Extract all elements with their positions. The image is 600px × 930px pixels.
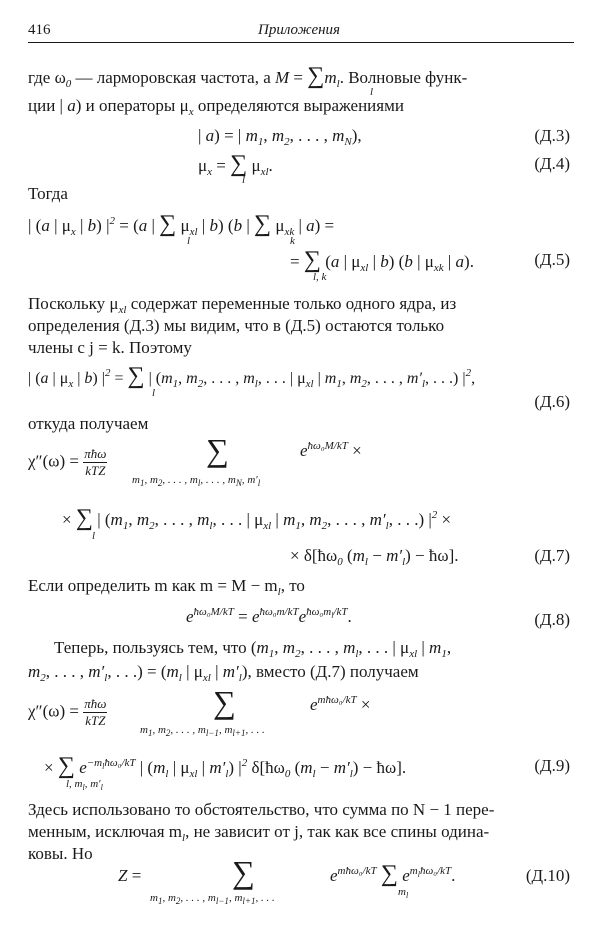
equation-number-d8: (Д.8) bbox=[534, 610, 570, 629]
equation-d9-line1: χ″(ω) = $\frac{\text{πħω}}{\text{kTZ}}$ bbox=[28, 696, 107, 728]
text-togda: Тогда bbox=[28, 184, 68, 203]
equation-number-d7: (Д.7) bbox=[534, 546, 570, 565]
equation-d7-line1: χ″(ω) = $\frac{\text{πħω}}{\text{kTZ}}$ bbox=[28, 446, 107, 478]
equation-d8: $e^{ħ\omega_0M/kT} = e^{ħ\omega_0m/kT}e^{ħ\omega_0m_l/kT}$. bbox=[186, 606, 352, 626]
equation-d6: | (a | $\mu_x$ | b) $|^2$ = ∑ | ($m_1$, $m_2$, . . . , $m_l$, . . . | $\mu_{xl}$ | $m_1$, $m_2$, . . . , $m'_l$, . . .) $|^2$, bbox=[28, 363, 476, 390]
equation-d5-line1: | (a | $\mu_x$ | b) $|^2 = (a$ | ∑ $\mu_{xl}$ | b) (b | ∑ $\mu_{xk}$ | a) = bbox=[28, 211, 335, 238]
equation-number-d4: (Д.4) bbox=[534, 154, 570, 173]
text-line-10: менным, исключая $m_l$, не зависит от j, так как все спины одина- bbox=[28, 822, 490, 844]
text-line-8: $m_2$, . . . , $m'_l$, . . .) = ($m_l$ | $\mu_{xl}$ | $m'_l$), вместо (Д.7) получаем bbox=[28, 662, 419, 684]
equation-number-d5: (Д.5) bbox=[534, 250, 570, 269]
header-rule bbox=[28, 42, 574, 43]
text-line-5: члены с j = k. Поэтому bbox=[28, 338, 192, 357]
running-title: Приложения bbox=[258, 22, 341, 38]
text-line-1: где $\omega_0$ — ларморовская частота, а $M = \sum m_l$. Волновые функ- bbox=[28, 63, 468, 90]
text-line-6: Если определить m как $m = M - m_l$, то bbox=[28, 576, 305, 598]
equation-d4: $\mu_x$ = ∑ $\mu_{xl}$. bbox=[198, 151, 273, 178]
text-line-4: определения (Д.3) мы видим, что в (Д.5) остаются только bbox=[28, 316, 445, 335]
text-line-11: ковы. Но bbox=[28, 844, 93, 863]
equation-number-d6: (Д.6) bbox=[534, 392, 570, 411]
equation-d7-line3: × $\delta[ħ\omega_0$ $(m_l - m'_l)$ − ħω]. bbox=[290, 546, 459, 568]
text-line-2: ции | a) и операторы $\mu_x$ определяются выражениями bbox=[28, 96, 404, 118]
equation-d3: | a) = | $m_1$, $m_2$, . . . , $m_N$), bbox=[198, 126, 362, 148]
text-line-7: Теперь, пользуясь тем, что ($m_1$, $m_2$, . . . , $m_l$, . . . | $\mu_{xl}$ | $m_1$, bbox=[54, 638, 452, 660]
equation-number-d10: (Д.10) bbox=[525, 866, 570, 885]
book-page: 416 Приложения где $\omega_0$ — ларморовская частота, а $M = \sum m_l$. Волновые функ- l ции | a) и операторы $\mu_x$ определяются выражениями | a) = | $m_1$, $m_2$, . . . , $m_N$), (Д.3) $\mu_x$ = ∑ $\mu_{xl}$. l (Д.4) Тогда | (a | $\mu_x$ | b) $|^2 = (a$ | ∑ $\mu_{xl}$ | b) (b | ∑ $\mu_{xk}$ | a) = l k = ∑ (a | $\mu_{xl}$ | b) (b | $\mu_{xk}$ | a). l, k (Д.5) Поскольку $\mu_{xl}$ содержат переменные только одного ядра, из определения (Д.3) мы видим, что в (Д.5) остаются только члены с j = k. Поэтому | (a | $\mu_x$ | b) $|^2$ = ∑ | ($m_1$, $m_2$, . . . , $m_l$, . . . | $\mu_{xl}$ | $m_1$, $m_2$, . . . , $m'_l$, . . .) $|^2$, l (Д.6) откуда получаем χ″(ω) = $\frac{\text{πħω}}{\text{kTZ}}$ ∑ $m_1$, $m_2$, . . . , $m_l$, . . . , $m_N$, $m'_l$ $e^{ħ\omega_0M/kT}$ × × ∑ | ($m_1$, $m_2$, . . . , $m_l$, . . . | $\mu_{xl}$ | $m_1$, $m_2$, . . . , $m'_l$, . . .) $|^2$ × l × $\delta[ħ\omega_0$ $(m_l - m'_l)$ − ħω]. (Д.7) Если определить m как $m = M - m_l$, то $e^{ħ\omega_0M/kT} = e^{ħ\omega_0m/kT}e^{ħ\omega_0m_l/kT}$. (Д.8) Теперь, пользуясь тем, что ($m_1$, $m_2$, . . . , $m_l$, . . . | $\mu_{xl}$ | $m_1$, $m_2$, . . . , $m'_l$, . . .) = ($m_l$ | $\mu_{xl}$ | $m'_l$), вместо (Д.7) получаем χ″(ω) = $\frac{\text{πħω}}{\text{kTZ}}$ ∑ $m_1$, $m_2$, . . . , $m_{l-1}$, $m_{l+1}$, . . . $e^{mħ\omega_0/kT}$ × × ∑ $e^{-m_lħ\omega_0/kT}$ | ($m_l$ | $\mu_{xl}$ | $m'_l$) $|^2$ $\delta[ħ\omega_0$ $(m_l - m'_l)$ − ħω]. l, $m_l$, $m'_l$ (Д.9) Здесь использовано то обстоятельство, что сумма по N − 1 пере- менным, исключая $m_l$, не зависит от j, так как все спины одина- ковы. Но Z = ∑ $m_1$, $m_2$, . . . , $m_{l-1}$, $m_{l+1}$, . . . $e^{mħ\omega_0/kT}$ ∑ $e^{m_lħ\omega_0/kT}$. $m_l$ (Д.10) bbox=[0, 0, 600, 930]
equation-d10: Z = bbox=[118, 866, 142, 885]
equation-d9-line2: × ∑ $e^{-m_lħ\omega_0/kT}$ | ($m_l$ | $\mu_{xl}$ | $m'_l$) $|^2$ $\delta[ħ\omega_0$ $(m_l - m'_l)$ − ħω]. bbox=[44, 753, 407, 780]
equation-d5-line2: = ∑ (a | $\mu_{xl}$ | b) (b | $\mu_{xk}$ | a). bbox=[290, 247, 474, 274]
text-line-9: Здесь использовано то обстоятельство, что сумма по N − 1 пере- bbox=[28, 800, 495, 819]
equation-number-d9: (Д.9) bbox=[534, 756, 570, 775]
equation-d7-line2: × ∑ | ($m_1$, $m_2$, . . . , $m_l$, . . . | $\mu_{xl}$ | $m_1$, $m_2$, . . . , $m'_l$, . . .) $|^2$ × bbox=[62, 505, 452, 532]
text-otkuda: откуда получаем bbox=[28, 414, 149, 433]
equation-number-d3: (Д.3) bbox=[534, 126, 570, 145]
page-number: 416 bbox=[28, 22, 51, 38]
text-line-3: Поскольку $\mu_{xl}$ содержат переменные только одного ядра, из bbox=[28, 294, 457, 316]
